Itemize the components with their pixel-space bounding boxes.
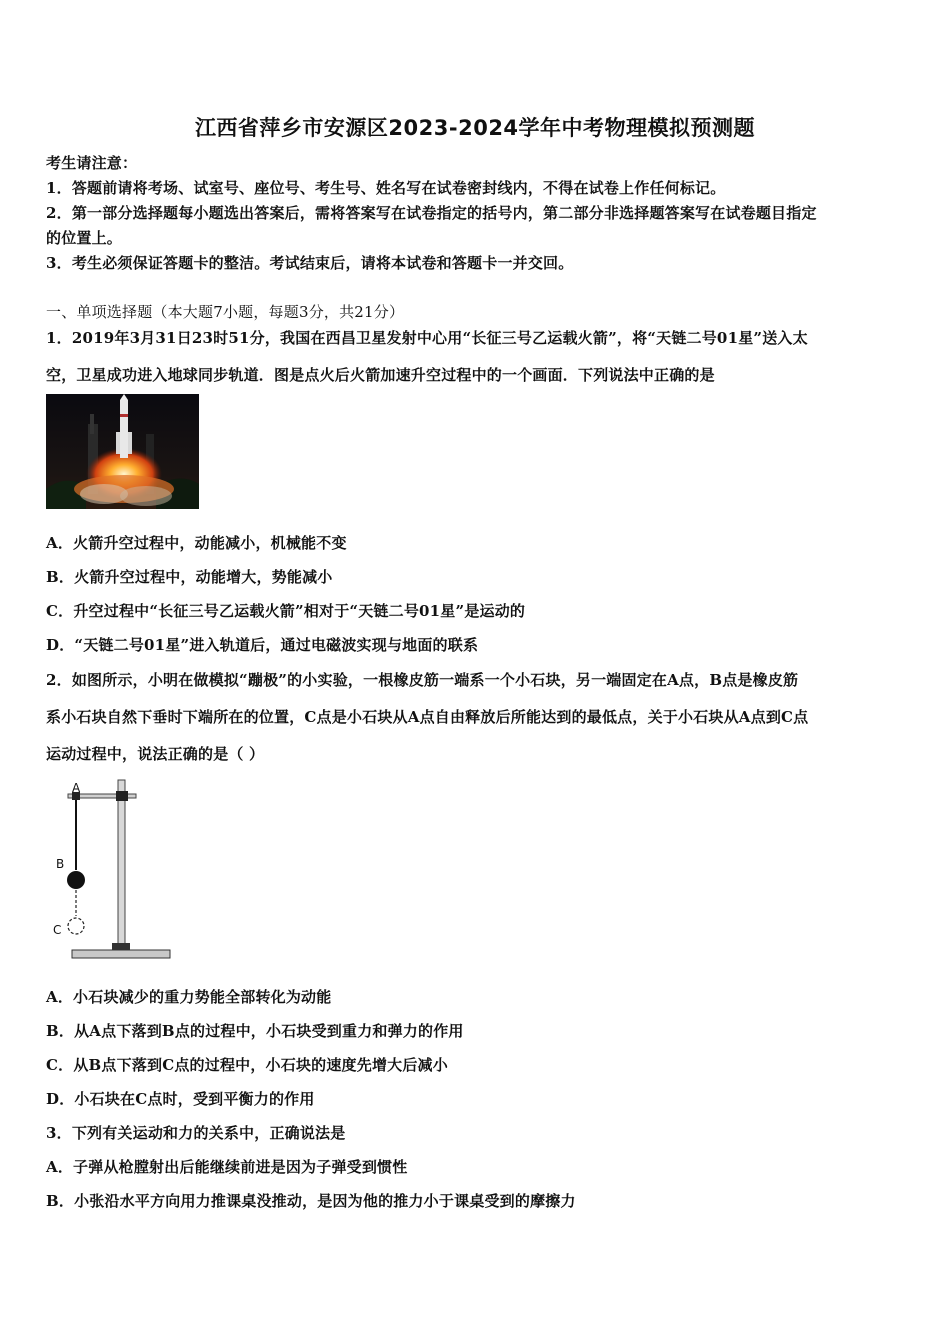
section-heading: 一、单项选择题（本大题7小题，每题3分，共21分） [46,303,405,321]
label-b: B [56,857,65,871]
q1-stem-line1: 1．2019年3月31日23时51分，我国在西昌卫星发射中心用“长征三号乙运载火箭”，将“天链二号01星”送入太 [46,329,808,347]
notice-item-2-cont: 的位置上。 [46,229,123,247]
q2-option-a: A．小石块减少的重力势能全部转化为动能 [46,988,332,1006]
q1-option-b: B．火箭升空过程中，动能增大，势能减小 [46,568,333,586]
q3-option-a: A．子弹从枪膛射出后能继续前进是因为子弹受到惯性 [46,1158,408,1176]
label-a: A [72,781,81,795]
page-title: 江西省萍乡市安源区2023-2024学年中考物理模拟预测题 [194,116,756,140]
notice-item-2: 2．第一部分选择题每小题选出答案后，需将答案写在试卷指定的括号内，第二部分非选择题答案写在试卷题目指定 [46,204,817,222]
q2-option-b: B．从A点下落到B点的过程中，小石块受到重力和弹力的作用 [46,1022,464,1040]
q1-option-d: D．“天链二号01星”进入轨道后，通过电磁波实现与地面的联系 [46,636,479,654]
q2-option-d: D．小石块在C点时，受到平衡力的作用 [46,1090,315,1108]
q2-stem-line1: 2．如图所示，小明在做模拟“蹦极”的小实验，一根橡皮筋一端系一个小石块，另一端固定在A点，B点是橡皮筋 [46,671,799,689]
q2-option-c: C．从B点下落到C点的过程中，小石块的速度先增大后减小 [46,1056,448,1074]
q3-stem: 3．下列有关运动和力的关系中，正确说法是 [46,1124,346,1142]
q1-option-a: A．火箭升空过程中，动能减小，机械能不变 [46,534,347,552]
q1-stem-line2: 空，卫星成功进入地球同步轨道．图是点火后火箭加速升空过程中的一个画面．下列说法中正确的是 [46,366,715,384]
notice-item-3: 3．考生必须保证答题卡的整洁。考试结束后，请将本试卷和答题卡一并交回。 [46,254,574,272]
q2-stem-line3: 运动过程中，说法正确的是（ ） [46,745,265,763]
label-c: C [53,923,62,937]
notice-heading: 考生请注意： [46,154,138,172]
q3-option-b: B．小张沿水平方向用力推课桌没推动，是因为他的推力小于课桌受到的摩擦力 [46,1192,576,1210]
q2-stem-line2: 系小石块自然下垂时下端所在的位置，C点是小石块从A点自由释放后所能达到的最低点，关于小石块从A点到C点 [46,708,809,726]
rocket-launch-photo [46,394,199,509]
q1-option-c: C．升空过程中“长征三号乙运载火箭”相对于“天链二号01星”是运动的 [46,602,526,620]
notice-item-1: 1．答题前请将考场、试室号、座位号、考生号、姓名写在试卷密封线内，不得在试卷上作任何标记。 [46,179,726,197]
bungee-stand-diagram [50,778,175,966]
